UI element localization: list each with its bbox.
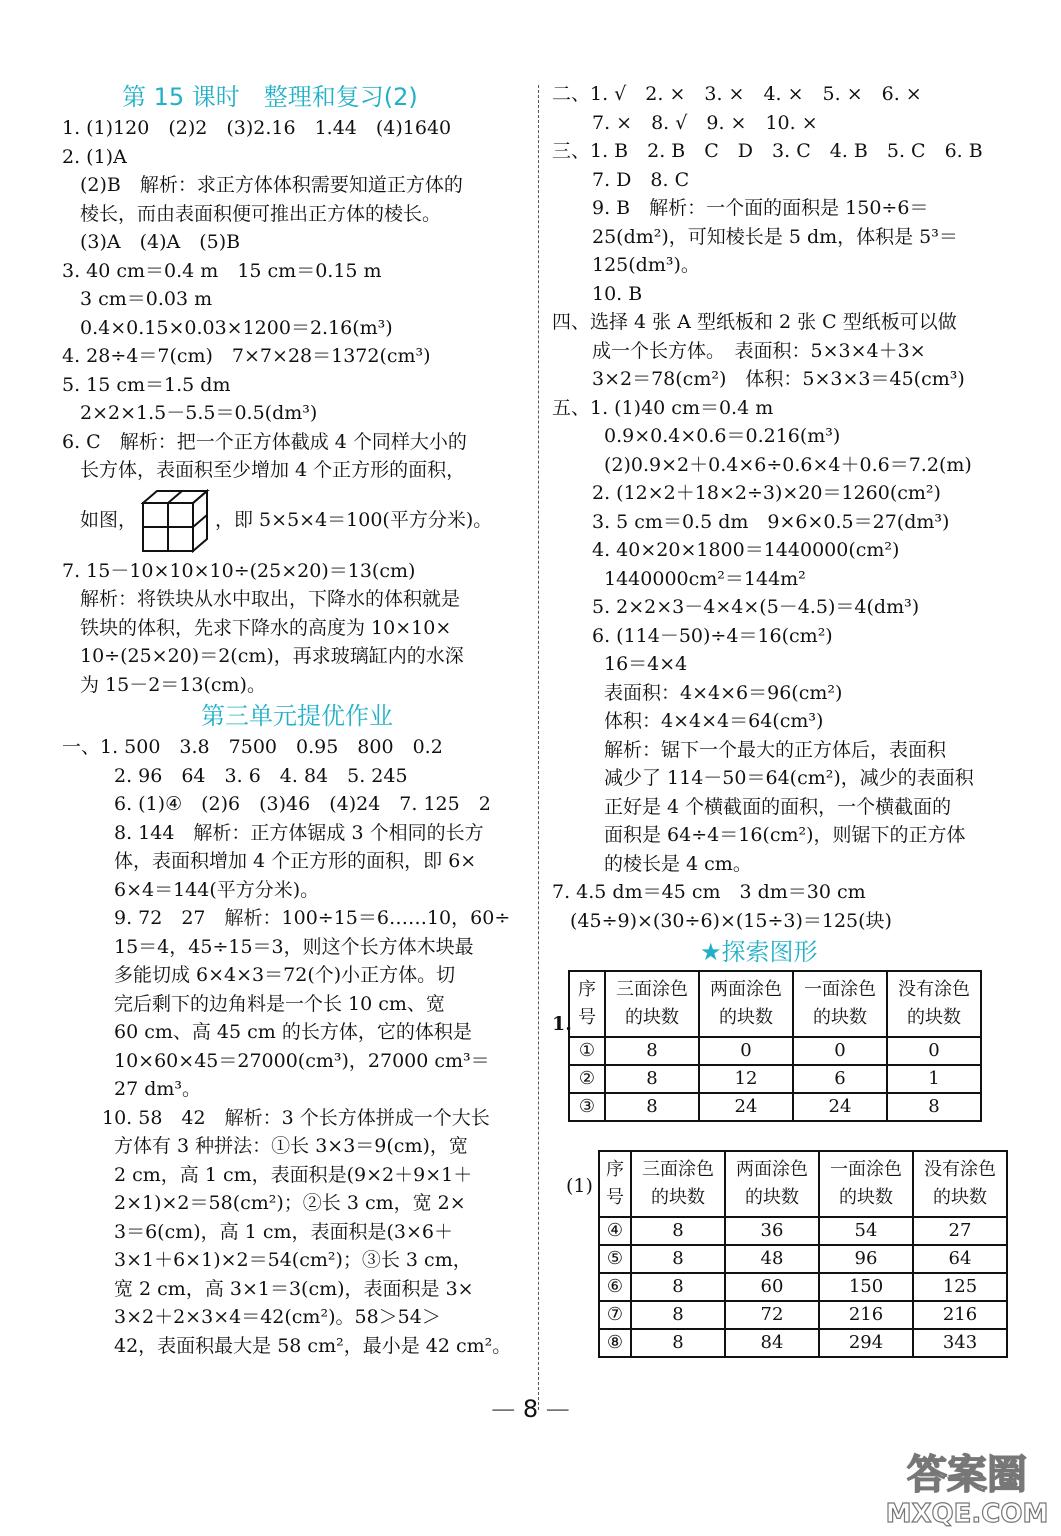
answer-line: 125(dm³)。 bbox=[592, 254, 700, 276]
table-cell: 24 bbox=[699, 1093, 793, 1121]
table-cell: 36 bbox=[725, 1217, 819, 1245]
table-row bbox=[599, 1301, 1007, 1329]
answer-line: 3×2＋2×3×4＝42(cm²)。58＞54＞ bbox=[114, 1306, 441, 1328]
answer-line: 3×1＋6×1)×2＝54(cm²)；③长 3 cm， bbox=[114, 1249, 472, 1271]
table-row bbox=[599, 1329, 1007, 1357]
star-icon: ★ bbox=[700, 938, 722, 966]
table-header-row bbox=[569, 971, 981, 1037]
paint-table-2 bbox=[598, 1150, 1008, 1358]
answer-line: 成一个长方体。 表面积：5×3×4＋3× bbox=[592, 339, 926, 362]
table-header-cell: 没有涂色的块数 bbox=[913, 1151, 1007, 1217]
column-divider bbox=[538, 85, 539, 1410]
table-cell: ⑧ bbox=[599, 1329, 631, 1357]
answer-line: (45÷9)×(30÷6)×(15÷3)＝125(块) bbox=[570, 909, 892, 932]
answer-line: 五、1. (1)40 cm＝0.4 m bbox=[552, 396, 774, 419]
table-cell: 48 bbox=[725, 1245, 819, 1273]
table-header-cell: 一面涂色的块数 bbox=[793, 971, 887, 1037]
answer-line: 10. 58 42 解析：3 个长方体拼成一个大长 bbox=[102, 1106, 490, 1129]
answer-line: 解析：锯下一个最大的正方体后，表面积 bbox=[604, 738, 947, 761]
table-header-cell: 三面涂色的块数 bbox=[631, 1151, 725, 1217]
answer-line: 0.9×0.4×0.6＝0.216(m³) bbox=[604, 425, 841, 447]
table-cell: 60 bbox=[725, 1273, 819, 1301]
page-number bbox=[0, 1395, 1061, 1423]
table-cell: 125 bbox=[913, 1273, 1007, 1301]
answer-line: 4. 40×20×1800＝1440000(cm²) bbox=[592, 539, 900, 561]
answer-line: 60 cm、高 45 cm 的长方体，它的体积是 bbox=[114, 1021, 472, 1043]
answer-line: 2. (1)A bbox=[62, 145, 127, 168]
explore-title bbox=[552, 935, 1010, 969]
answer-line: (2)0.9×2＋0.4×6÷0.6×4＋0.6＝7.2(m) bbox=[604, 453, 972, 476]
answer-line: 减少了 114－50＝64(cm²)，减少的表面积 bbox=[604, 767, 974, 789]
answer-line: 体积：4×4×4＝64(cm³) bbox=[604, 710, 824, 732]
answer-line: 10. B bbox=[592, 282, 643, 305]
table-cell: ⑤ bbox=[599, 1245, 631, 1273]
answer-line: 宽 2 cm，高 3×1＝3(cm)，表面积是 3× bbox=[114, 1277, 474, 1300]
table-row bbox=[569, 1093, 981, 1121]
table-cell: 12 bbox=[699, 1065, 793, 1093]
answer-line: 6. (1)④ (2)6 (3)46 (4)24 7. 125 2 bbox=[114, 793, 491, 815]
answer-line: 6. C 解析：把一个正方体截成 4 个同样大小的 bbox=[62, 430, 467, 453]
answer-line: 四、选择 4 张 A 型纸板和 2 张 C 型纸板可以做 bbox=[552, 311, 957, 333]
table-cell: ③ bbox=[569, 1093, 605, 1121]
table-header-cell: 一面涂色的块数 bbox=[819, 1151, 913, 1217]
table-cell: 8 bbox=[605, 1065, 699, 1093]
page-dash-right: — bbox=[545, 1395, 570, 1423]
table-header-cell: 序号 bbox=[569, 971, 605, 1037]
table-cell: 294 bbox=[819, 1329, 913, 1357]
answer-line: 解析：将铁块从水中取出，下降水的体积就是 bbox=[80, 588, 461, 610]
table-cell: 8 bbox=[631, 1217, 725, 1245]
unit-title: 第三单元提优作业 bbox=[201, 702, 393, 730]
table-cell: 343 bbox=[913, 1329, 1007, 1357]
answer-line: 体，表面积增加 4 个正方形的面积，即 6× bbox=[114, 850, 477, 872]
table-cell: 8 bbox=[631, 1273, 725, 1301]
answer-line: 5. 2×2×3－4×4×(5－4.5)＝4(dm³) bbox=[592, 596, 920, 618]
table-row bbox=[599, 1245, 1007, 1273]
table-cell: 1 bbox=[887, 1065, 981, 1093]
answer-line: 面积是 64÷4＝16(cm²)，则锯下的正方体 bbox=[604, 824, 966, 846]
answer-line: 2. (12×2＋18×2÷3)×20＝1260(cm²) bbox=[592, 482, 941, 504]
table-header-cell: 两面涂色的块数 bbox=[725, 1151, 819, 1217]
table-row bbox=[569, 1065, 981, 1093]
page-number-value: 8 bbox=[522, 1395, 539, 1423]
table-header-cell: 两面涂色的块数 bbox=[699, 971, 793, 1037]
cube-suffix: ，即 5×5×4＝100(平方分米)。 bbox=[215, 509, 493, 532]
table-cell: 27 bbox=[913, 1217, 1007, 1245]
cube-figure-line bbox=[62, 485, 532, 557]
table-cell: 8 bbox=[631, 1329, 725, 1357]
answer-line: 三、1. B 2. B C D 3. C 4. B 5. C 6. B bbox=[552, 140, 983, 162]
table-cell: 216 bbox=[913, 1301, 1007, 1329]
answer-line: 2 cm，高 1 cm，表面积是(9×2＋9×1＋ bbox=[114, 1163, 473, 1186]
table-cell: ② bbox=[569, 1065, 605, 1093]
answer-line: 2×1)×2＝58(cm²)；②长 3 cm，宽 2× bbox=[114, 1192, 466, 1214]
left-column bbox=[62, 80, 532, 1360]
answer-line: 25(dm²)，可知棱长是 5 dm，体积是 5³＝ bbox=[592, 225, 958, 248]
table-row bbox=[569, 1037, 981, 1065]
answer-line: 多能切成 6×4×3＝72(个)小正方体。切 bbox=[114, 964, 456, 986]
table-cell: 8 bbox=[631, 1245, 725, 1273]
answer-line: 1. (1)120 (2)2 (3)2.16 1.44 (4)1640 bbox=[62, 117, 452, 139]
answer-line: 7. × 8. √ 9. × 10. × bbox=[592, 111, 818, 134]
paint-table-1 bbox=[568, 970, 982, 1122]
answer-line: 棱长，而由表面积便可推出正方体的棱长。 bbox=[80, 202, 442, 225]
answer-line: 完后剩下的边角料是一个长 10 cm、宽 bbox=[114, 992, 445, 1015]
table-cell: 0 bbox=[699, 1037, 793, 1065]
answer-line: 6. (114－50)÷4＝16(cm²) bbox=[592, 624, 833, 647]
table-header-cell: 三面涂色的块数 bbox=[605, 971, 699, 1037]
answer-line: 表面积：4×4×6＝96(cm²) bbox=[604, 681, 843, 704]
answer-line: 1440000cm²＝144m² bbox=[604, 567, 806, 590]
lesson-title: 第 15 课时 整理和复习(2) bbox=[122, 83, 418, 111]
table-cell: 6 bbox=[793, 1065, 887, 1093]
table-header-row bbox=[599, 1151, 1007, 1217]
answer-line: 铁块的体积，先求下降水的高度为 10×10× bbox=[80, 616, 452, 639]
answer-line: 10÷(25×20)＝2(cm)，再求玻璃缸内的水深 bbox=[80, 645, 464, 667]
answer-line: 为 15－2＝13(cm)。 bbox=[80, 673, 266, 696]
answer-line: 6×4＝144(平方分米)。 bbox=[114, 878, 320, 901]
table-cell: 84 bbox=[725, 1329, 819, 1357]
answer-line: 二、1. √ 2. × 3. × 4. × 5. × 6. × bbox=[552, 83, 922, 105]
answer-line: 的棱长是 4 cm。 bbox=[604, 852, 752, 875]
answer-line: 一、1. 500 3.8 7500 0.95 800 0.2 bbox=[62, 736, 443, 758]
answer-line: 3. 40 cm＝0.4 m 15 cm＝0.15 m bbox=[62, 259, 382, 282]
answer-line: 8. 144 解析：正方体锯成 3 个相同的长方 bbox=[114, 821, 484, 844]
answer-line: 3×2＝78(cm²) 体积：5×3×3＝45(cm³) bbox=[592, 368, 965, 390]
answer-line: 7. 4.5 dm＝45 cm 3 dm＝30 cm bbox=[552, 881, 866, 903]
answer-line: 方体有 3 种拼法：①长 3×3＝9(cm)，宽 bbox=[114, 1135, 468, 1157]
answer-line: 16＝4×4 bbox=[604, 653, 688, 675]
table-cell: 64 bbox=[913, 1245, 1007, 1273]
table-cell: 96 bbox=[819, 1245, 913, 1273]
answer-line: 7. D 8. C bbox=[592, 168, 690, 191]
table1-label: 1. bbox=[552, 1013, 572, 1035]
right-column bbox=[552, 80, 1010, 969]
table-cell: 72 bbox=[725, 1301, 819, 1329]
table-row bbox=[599, 1273, 1007, 1301]
table-cell: 150 bbox=[819, 1273, 913, 1301]
watermark-text: 答案圈 bbox=[907, 1452, 1027, 1498]
table-cell: 8 bbox=[605, 1093, 699, 1121]
table-cell: 0 bbox=[887, 1037, 981, 1065]
table-cell: ⑥ bbox=[599, 1273, 631, 1301]
answer-line: 0.4×0.15×0.03×1200＝2.16(m³) bbox=[80, 316, 393, 339]
answer-line: 2×2×1.5－5.5＝0.5(dm³) bbox=[80, 402, 318, 424]
table-header-cell: 序号 bbox=[599, 1151, 631, 1217]
answer-line: 9. 72 27 解析：100÷15＝6……10，60÷ bbox=[114, 907, 511, 929]
answer-line: 42，表面积最大是 58 cm²，最小是 42 cm²。 bbox=[114, 1334, 512, 1357]
answer-line: 3 cm＝0.03 m bbox=[80, 288, 213, 310]
answer-line: 15＝4，45÷15＝3，则这个长方体木块最 bbox=[114, 935, 474, 958]
table-cell: 0 bbox=[793, 1037, 887, 1065]
answer-line: 正好是 4 个横截面的面积，一个横截面的 bbox=[604, 795, 952, 818]
answer-line: 2. 96 64 3. 6 4. 84 5. 245 bbox=[114, 764, 408, 787]
table-cell: ④ bbox=[599, 1217, 631, 1245]
table-cell: 54 bbox=[819, 1217, 913, 1245]
answer-line: (2)B 解析：求正方体体积需要知道正方体的 bbox=[80, 174, 463, 196]
answer-line: 长方体，表面积至少增加 4 个正方形的面积， bbox=[80, 459, 466, 481]
table-cell: 8 bbox=[631, 1301, 725, 1329]
answer-line: 27 dm³。 bbox=[114, 1078, 202, 1100]
watermark-url: MXQE.COM bbox=[885, 1499, 1049, 1529]
answer-line: 3＝6(cm)，高 1 cm，表面积是(3×6＋ bbox=[114, 1220, 453, 1243]
table-cell: 216 bbox=[819, 1301, 913, 1329]
table-cell: 24 bbox=[793, 1093, 887, 1121]
watermark-logo bbox=[880, 1440, 1055, 1530]
answer-line: 3. 5 cm＝0.5 dm 9×6×0.5＝27(dm³) bbox=[592, 510, 950, 533]
table2-label: (1) bbox=[566, 1175, 593, 1197]
answer-line: 10×60×45＝27000(cm³)，27000 cm³＝ bbox=[114, 1049, 490, 1072]
table-row bbox=[599, 1217, 1007, 1245]
cube-icon bbox=[141, 489, 211, 553]
table-header-cell: 没有涂色的块数 bbox=[887, 971, 981, 1037]
answer-line: (3)A (4)A (5)B bbox=[80, 231, 241, 253]
answer-line: 4. 28÷4＝7(cm) 7×7×28＝1372(cm³) bbox=[62, 345, 431, 367]
table-cell: ⑦ bbox=[599, 1301, 631, 1329]
table-cell: ① bbox=[569, 1037, 605, 1065]
explore-title-text: 探索图形 bbox=[721, 938, 818, 966]
cube-prefix: 如图， bbox=[80, 509, 138, 532]
answer-line: 9. B 解析：一个面的面积是 150÷6＝ bbox=[592, 197, 929, 219]
page-dash-left: — bbox=[491, 1395, 516, 1423]
answer-line: 5. 15 cm＝1.5 dm bbox=[62, 373, 231, 396]
answer-line: 7. 15－10×10×10÷(25×20)＝13(cm) bbox=[62, 559, 416, 582]
table-cell: 8 bbox=[605, 1037, 699, 1065]
table-cell: 8 bbox=[887, 1093, 981, 1121]
